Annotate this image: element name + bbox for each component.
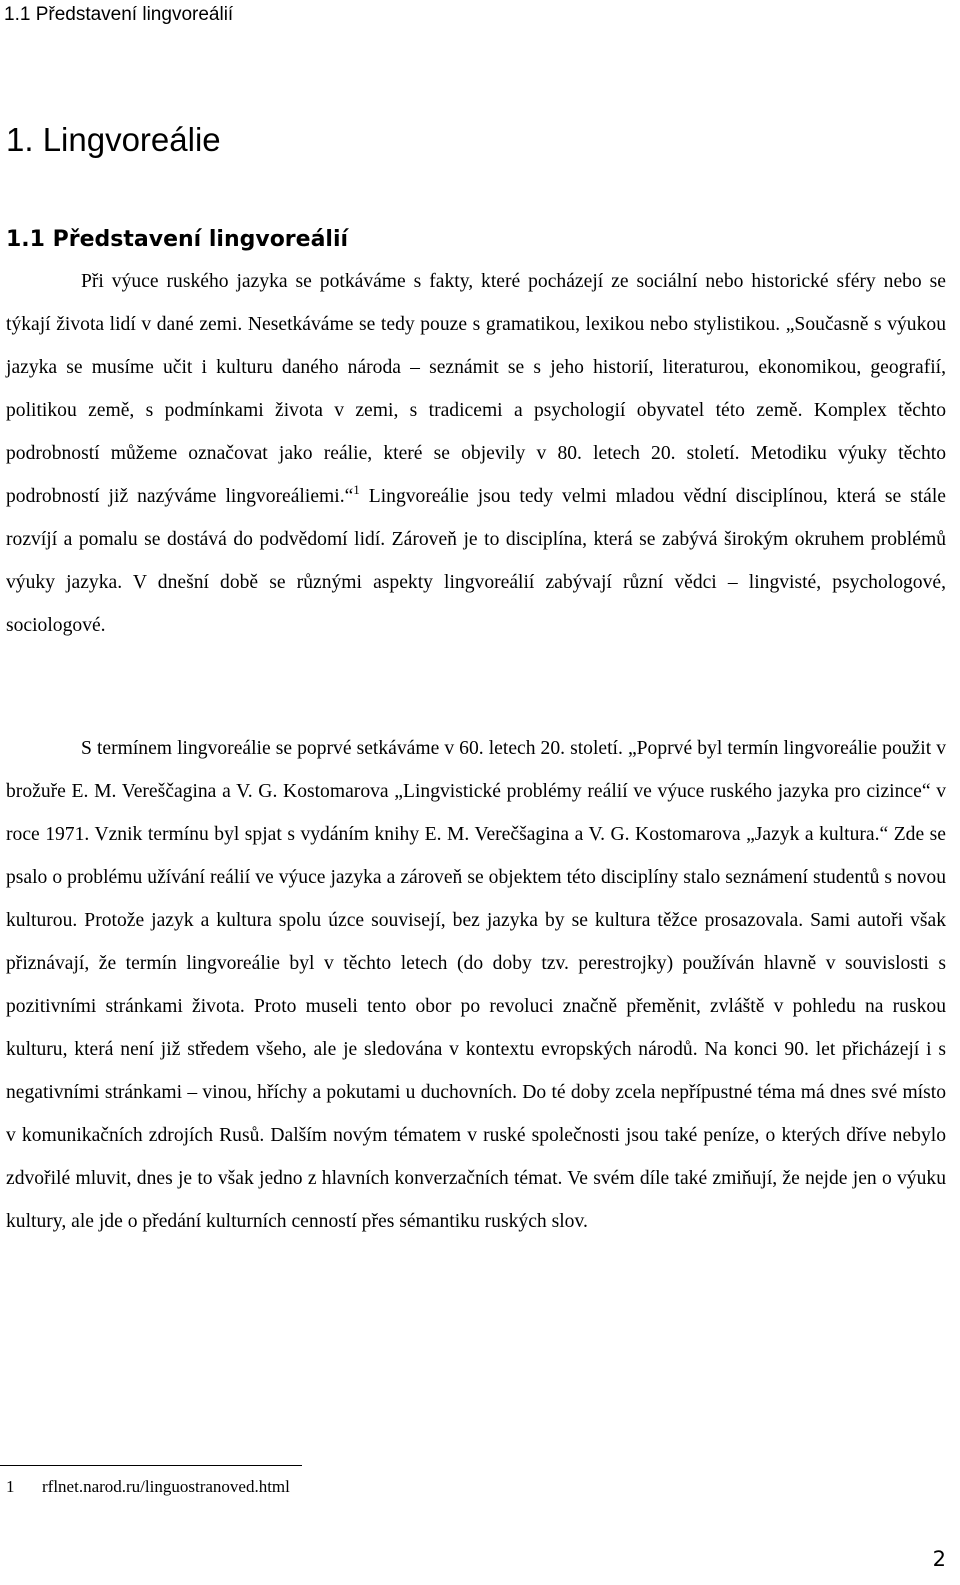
footnote-number: 1	[6, 1477, 15, 1496]
paragraph-history: S termínem lingvoreálie se poprvé setkáváme v 60. letech 20. století. „Poprvé byl termín lingvoreálie použit v brožuře E. M. Vereščagina a V. G. Kostomarova „Lingvistické problémy reálií ve výuce ruského jazyka pro cizince“ v roce 1971. Vznik termínu byl spjat s vydáním knihy E. M. Verečšagina a V. G. Kostomarova „Jazyk a kultura.“ Zde se psalo o problému užívání reálií ve výuce jazyka a zároveň se objektem této disciplíny stalo seznámení studentů s novou kulturou. Protože jazyk a kultura spolu úzce souvisejí, bez jazyka by se kultura těžce prosazovala. Sami autoři však přiznávají, že termín lingvoreálie byl v těchto letech (do doby tzv. perestrojky) používán hlavně v souvislosti s pozitivními stránkami života. Proto museli tento obor po revoluci značně přeměnit, zvláště v pohledu na ruskou kulturu, která není již středem všeho, ale je sledována v kontextu evropských národů. Na konci 90. let přicházejí i s negativními stránkami – vinou, hříchy a pokutami u duchovních. Do té doby zcela nepřípustné téma má dnes své místo v komunikačních zdrojích Rusů. Dalším novým tématem v ruské společnosti jsou také peníze, o kterých dříve nebylo zdvořilé mluvit, dnes je to však jedno z hlavních konverzačních témat. Ve svém díle také zmiňují, že nejde jen o výuku kultury, ale jde o předání kulturních cenností přes sémantiku ruských slov.	[6, 738, 946, 1232]
paragraph-intro-text: Při výuce ruského jazyka se potkáváme s fakty, které pocházejí ze sociální nebo historické sféry nebo se týkají života lidí v dané zemi. Nesetkáváme se tedy pouze s gramatikou, lexikou nebo stylistikou. „Současně s výukou jazyka se musíme učit i kulturu daného národa – seznámit se s jeho historií, literaturou, ekonomikou, geografií, politikou země, s podmínkami života v zemi, s tradicemi a psychologií obyvatel této země. Komplex těchto podrobností můžeme označovat jako reálie, které se objevily v 80. letech 20. století. Metodiku výuky těchto podrobností již nazýváme lingvoreáliemi.“	[6, 271, 946, 507]
page-number: 2	[932, 1547, 946, 1571]
running-header: 1.1 Představení lingvoreálií	[4, 4, 234, 25]
section-title: 1.1 Představení lingvoreálií	[6, 227, 349, 252]
footnote-reference[interactable]: 1	[353, 482, 360, 497]
footnote-text: rflnet.narod.ru/linguostranoved.html	[42, 1477, 290, 1496]
paragraph-intro-continuation: Lingvoreálie jsou tedy velmi mladou vědní disciplínou, která se stále rozvíjí a pomalu se dostává do podvědomí lidí. Zároveň je to disciplína, která se zabývá širokým okruhem problémů výuky jazyka. V dnešní době se různými aspekty lingvoreálií zabývají různí vědci – lingvisté, psychologové, sociologové.	[6, 486, 946, 636]
paragraph-intro	[6, 260, 946, 647]
footnote	[6, 1475, 290, 1499]
chapter-title: 1. Lingvoreálie	[6, 121, 221, 158]
footnote-separator	[0, 1465, 302, 1466]
